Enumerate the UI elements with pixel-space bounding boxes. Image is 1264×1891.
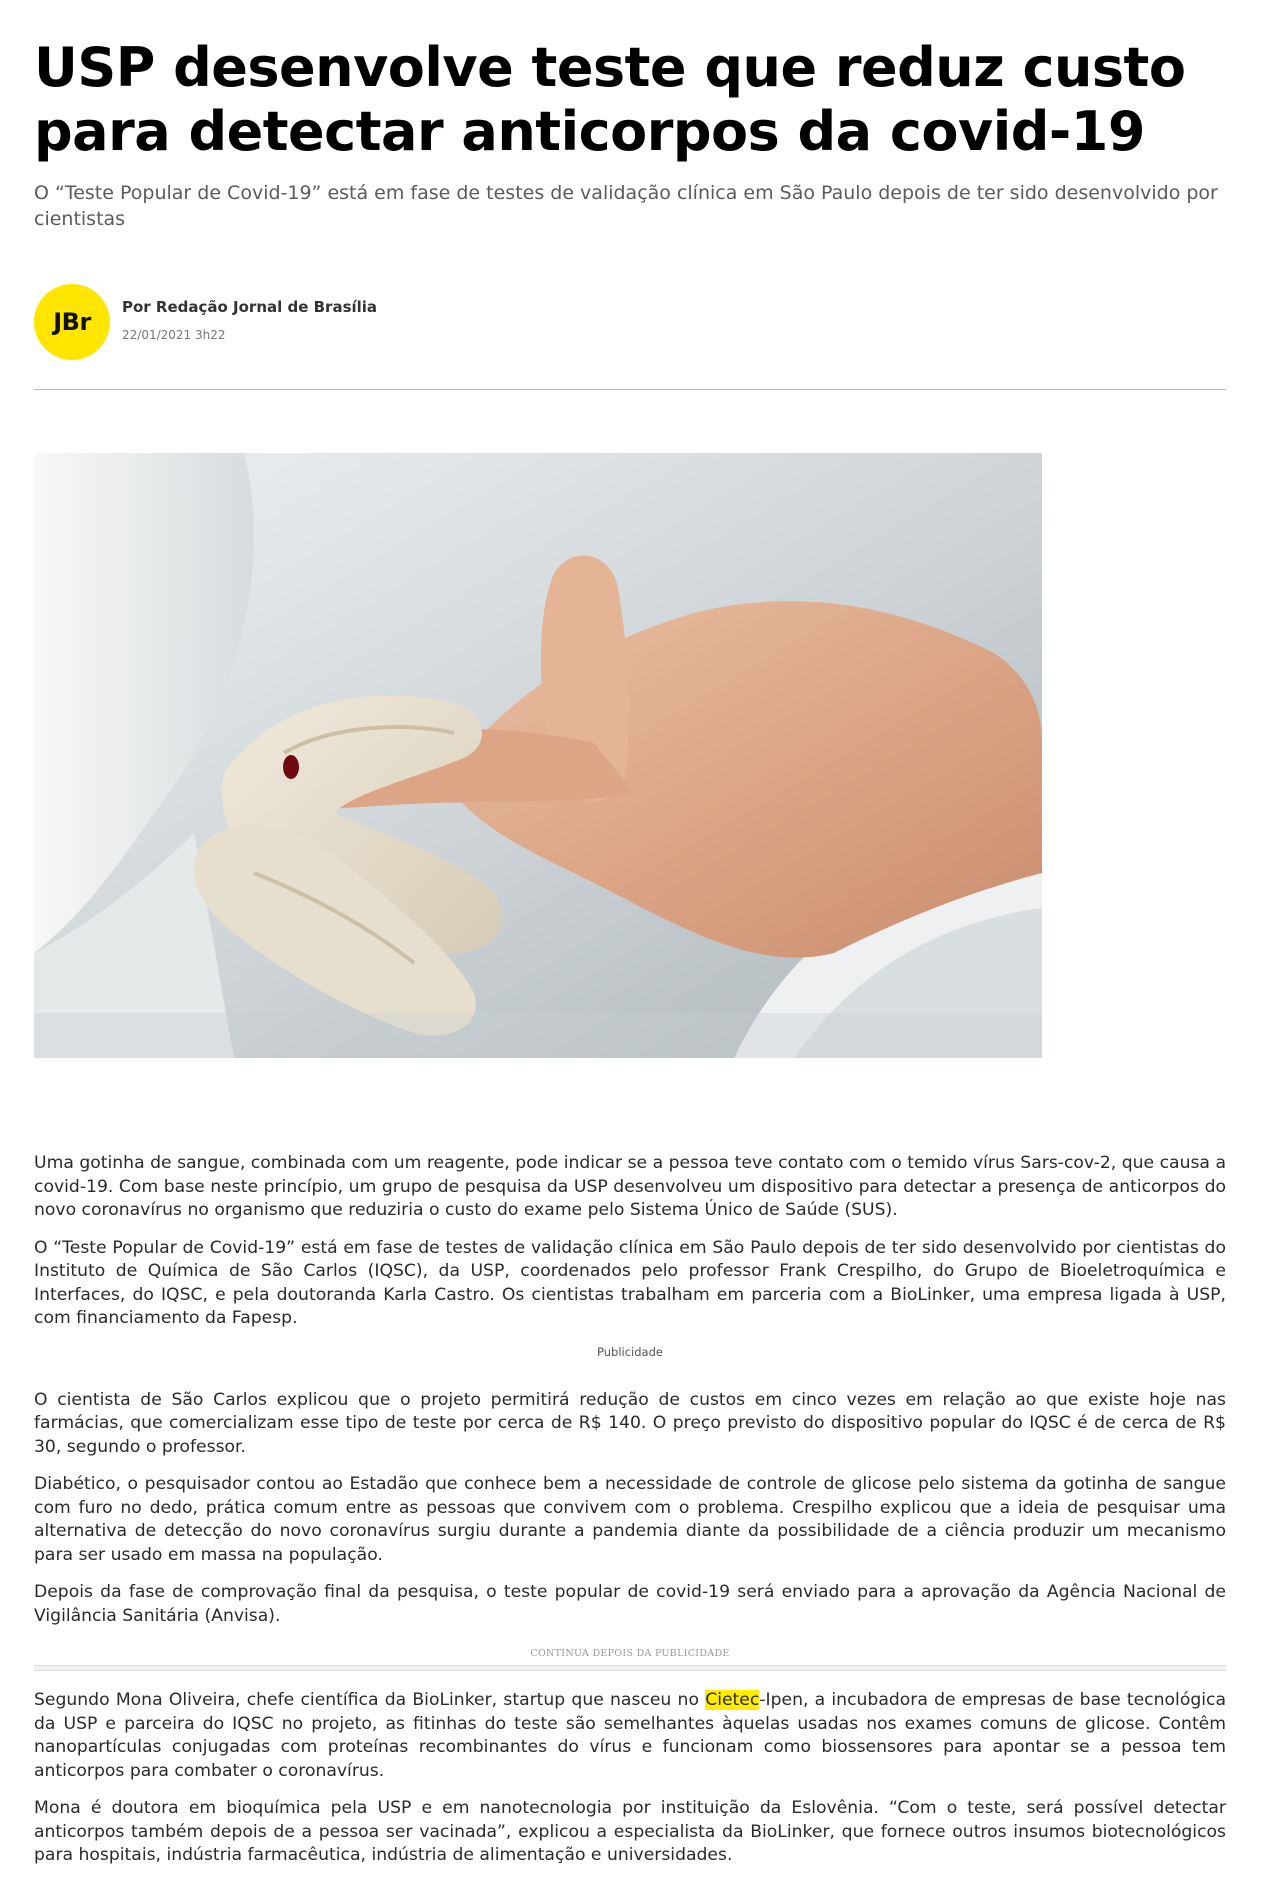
byline: [34, 284, 634, 360]
author-link[interactable]: Por Redação Jornal de Brasília: [122, 298, 378, 316]
ad-label: Publicidade: [597, 1344, 663, 1359]
logo-text: JBr: [53, 308, 91, 336]
paragraph-3: O cientista de São Carlos explicou que o projeto permitirá redução de custos em cinco vezes em relação ao que existe hoje nas farmácias, que comercializam esse tipo de teste por cerca de R$ 140. O preço previsto do dispositivo popular do IQSC é de cerca de R$ 30, segundo o professor.: [34, 1389, 1226, 1457]
article-photo: [34, 453, 1042, 1058]
paragraph-6-lead: Segundo Mona Oliveira, chefe científica da BioLinker, startup que nasceu no: [34, 1690, 706, 1710]
paragraph-4: Diabético, o pesquisador contou ao Estadão que conhece bem a necessidade de controle de glicose pelo sistema da gotinha de sangue com furo no dedo, prática comum entre as pessoas que convivem com o problema. Crespilho explicou que a ideia de pesquisar uma alternativa de detecção do novo coronavírus surgiu durante a pandemia diante da possibilidade de a ciência produzir um mecanismo para ser usado em massa na população.: [34, 1474, 1226, 1565]
paragraph-1: Uma gotinha de sangue, combinada com um reagente, pode indicar se a pessoa teve contato com o temido vírus Sars-cov-2, que causa a covid-19. Com base neste princípio, um grupo de pesquisa da USP desenvolveu um dispositivo para detectar a presença de anticorpos do novo coronavírus no organismo que reduziria o custo do exame pelo Sistema Único de Saúde (SUS).: [34, 1153, 1226, 1220]
publish-date: 22/01/2021 3h22: [122, 328, 226, 342]
publisher-logo[interactable]: [34, 284, 110, 360]
paragraph-6: [34, 1689, 1226, 1783]
paragraph-7: Mona é doutora em bioquímica pela USP e em nanotecnologia por instituição da Eslovênia. “Com o teste, será possível detectar anticorpos também depois de a pessoa ser vacinada”, explicou a especialista da BioLinker, que fornece outros insumos biotecnológicos para hospitais, indústria farmacêutica, indústria de alimentação e universidades.: [34, 1798, 1226, 1865]
paragraph-2: O “Teste Popular de Covid-19” está em fase de testes de validação clínica em São Paulo depois de ter sido desenvolvido por cientistas do Instituto de Química de São Carlos (IQSC), da USP, coordenados pelo professor Frank Crespilho, do Grupo de Bioeletroquímica e Interfaces, do IQSC, e pela doutoranda Karla Castro. Os cientistas trabalham em parceria com a BioLinker, uma empresa ligada à USP, com financiamento da Fapesp.: [34, 1237, 1226, 1328]
header-divider: [34, 389, 1226, 390]
paragraph-6-rest: -Ipen, a incubadora de empresas de base tecnológica da USP e parceira do IQSC no projeto, as fitinhas do teste são semelhantes àquelas usadas nos exames comuns de glicose. Contêm nanopartículas conjugadas com proteínas recombinantes do vírus e funcionam como biossensores para apontar se a pessoa tem anticorpos para combater o coronavírus.: [34, 1690, 1226, 1781]
paragraph-5: Depois da fase de comprovação final da pesquisa, o teste popular de covid-19 será enviado para a aprovação da Agência Nacional de Vigilância Sanitária (Anvisa).: [34, 1582, 1226, 1626]
continua-label: CONTINUA DEPOIS DA PUBLICIDADE: [530, 1648, 730, 1659]
headline: USP desenvolve teste que reduz custo para detectar anticorpos da covid-19: [34, 36, 1186, 163]
photo-illustration: [34, 453, 1042, 1058]
cietec-link[interactable]: Cietec: [705, 1690, 760, 1710]
ad-divider: [34, 1665, 1226, 1671]
subtitle: O “Teste Popular de Covid-19” está em fase de testes de validação clínica em São Paulo depois de ter sido desenvolvido por cientistas: [34, 182, 1218, 230]
article-body: [34, 1152, 1226, 1882]
